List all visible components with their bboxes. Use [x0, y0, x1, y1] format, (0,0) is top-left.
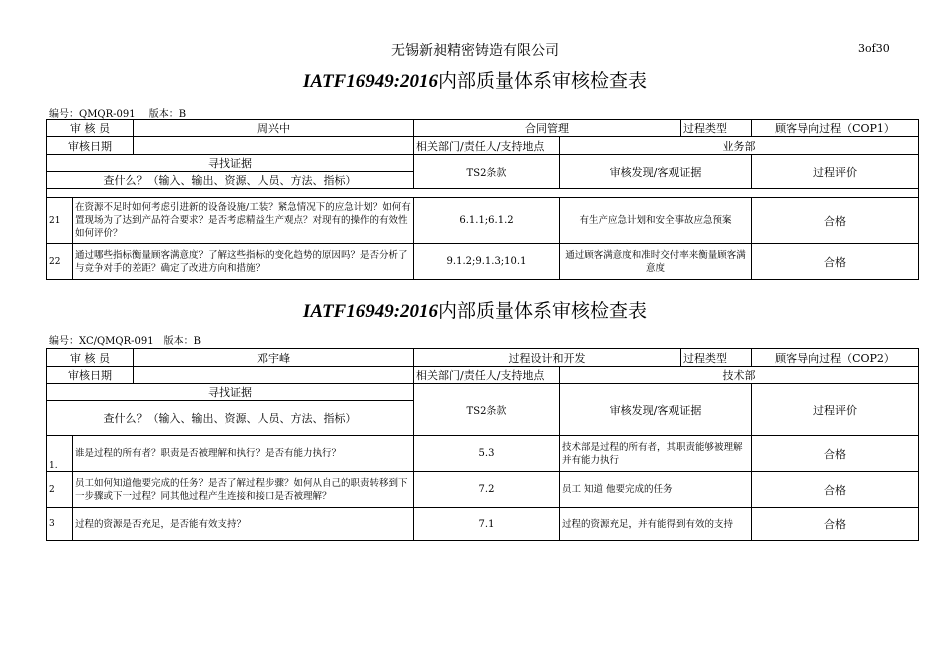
checklist-table-1	[46, 119, 919, 280]
findings-header: 审核发现/客观证据	[560, 384, 752, 436]
row-clause: 6.1.1;6.1.2	[414, 198, 560, 244]
company-name: 无锡新昶精密铸造有限公司	[391, 43, 559, 59]
row-clause: 7.2	[414, 472, 560, 508]
what-label: 查什么？（输入、输出、资源、人员、方法、指标）	[47, 401, 414, 436]
eval-header: 过程评价	[752, 384, 919, 436]
page-number: 3of30	[858, 42, 890, 55]
table-row	[47, 198, 919, 244]
dept-value: 业务部	[560, 137, 919, 155]
clause-header: TS2条款	[414, 155, 560, 189]
evidence-label: 寻找证据	[47, 384, 414, 401]
title-en: IATF16949:2016	[302, 301, 439, 322]
auditor-label: 审 核 员	[47, 349, 134, 367]
title-cn: 内部质量体系审核检查表	[438, 300, 648, 322]
row-eval: 合格	[752, 198, 919, 244]
process-type-label: 过程类型	[681, 120, 752, 137]
row-eval: 合格	[752, 244, 919, 280]
row-number: 21	[47, 198, 73, 244]
dept-label: 相关部门/责任人/支持地点	[414, 367, 560, 384]
row-number: 2	[47, 472, 73, 508]
table-row	[47, 508, 919, 541]
row-finding: 技术部是过程的所有者，其职责能够被理解并有能力执行	[560, 436, 752, 472]
row-clause: 7.1	[414, 508, 560, 541]
form-code: 编号：XC/QMQR-091 版本：B	[49, 336, 201, 347]
process-name: 过程设计和开发	[414, 349, 681, 367]
title-cn: 内部质量体系审核检查表	[438, 70, 648, 92]
what-label: 查什么？（输入、输出、资源、人员、方法、指标）	[47, 172, 414, 189]
section-2-title	[0, 296, 950, 323]
row-finding: 通过顾客满意度和准时交付率来衡量顾客满意度	[560, 244, 752, 280]
audit-date	[134, 137, 414, 155]
table-row	[47, 436, 919, 472]
table-row	[47, 244, 919, 280]
row-finding: 员工 知道 他要完成的任务	[560, 472, 752, 508]
audit-date	[134, 367, 414, 384]
process-type: 顾客导向过程（COP1）	[752, 120, 919, 137]
evidence-label: 寻找证据	[47, 155, 414, 172]
dept-label: 相关部门/责任人/支持地点	[414, 137, 560, 155]
row-number: 3	[47, 508, 73, 541]
row-number: 22	[47, 244, 73, 280]
row-question: 谁是过程的所有者？职责是否被理解和执行？是否有能力执行？	[73, 436, 414, 472]
section-1-title	[0, 66, 950, 93]
form-code: 编号：QMQR-091 版本：B	[49, 109, 187, 120]
row-number: 1.	[47, 436, 73, 472]
auditor-name: 周兴中	[134, 120, 414, 137]
process-name: 合同管理	[414, 120, 681, 137]
row-eval: 合格	[752, 472, 919, 508]
title-en: IATF16949:2016	[302, 71, 439, 92]
row-question: 通过哪些指标衡量顾客满意度？了解这些指标的变化趋势的原因吗？是否分析了与竞争对手的差距？确定了改进方向和措施？	[73, 244, 414, 280]
row-eval: 合格	[752, 436, 919, 472]
eval-header: 过程评价	[752, 155, 919, 189]
row-finding: 有生产应急计划和安全事故应急预案	[560, 198, 752, 244]
clause-header: TS2条款	[414, 384, 560, 436]
checklist-table-2	[46, 348, 919, 541]
row-question: 过程的资源是否充足，是否能有效支持？	[73, 508, 414, 541]
table-row	[47, 472, 919, 508]
process-type-label: 过程类型	[681, 349, 752, 367]
row-question: 在资源不足时如何考虑引进新的设备设施/工装？紧急情况下的应急计划？如何有置现场为了达到产品符合要求？是否考虑精益生产观点？对现有的操作的有效性如何评价？	[73, 198, 414, 244]
process-type: 顾客导向过程（COP2）	[752, 349, 919, 367]
audit-date-label: 审核日期	[47, 137, 134, 155]
row-question: 员工如何知道他要完成的任务？是否了解过程步骤？如何从自己的职责转移到下一步骤或下一过程？同其他过程产生连接和接口是否被理解？	[73, 472, 414, 508]
dept-value: 技术部	[560, 367, 919, 384]
auditor-label: 审 核 员	[47, 120, 134, 137]
row-clause: 5.3	[414, 436, 560, 472]
findings-header: 审核发现/客观证据	[560, 155, 752, 189]
row-eval: 合格	[752, 508, 919, 541]
row-clause: 9.1.2;9.1.3;10.1	[414, 244, 560, 280]
audit-date-label: 审核日期	[47, 367, 134, 384]
row-finding: 过程的资源充足，并有能得到有效的支持	[560, 508, 752, 541]
auditor-name: 邓宇峰	[134, 349, 414, 367]
